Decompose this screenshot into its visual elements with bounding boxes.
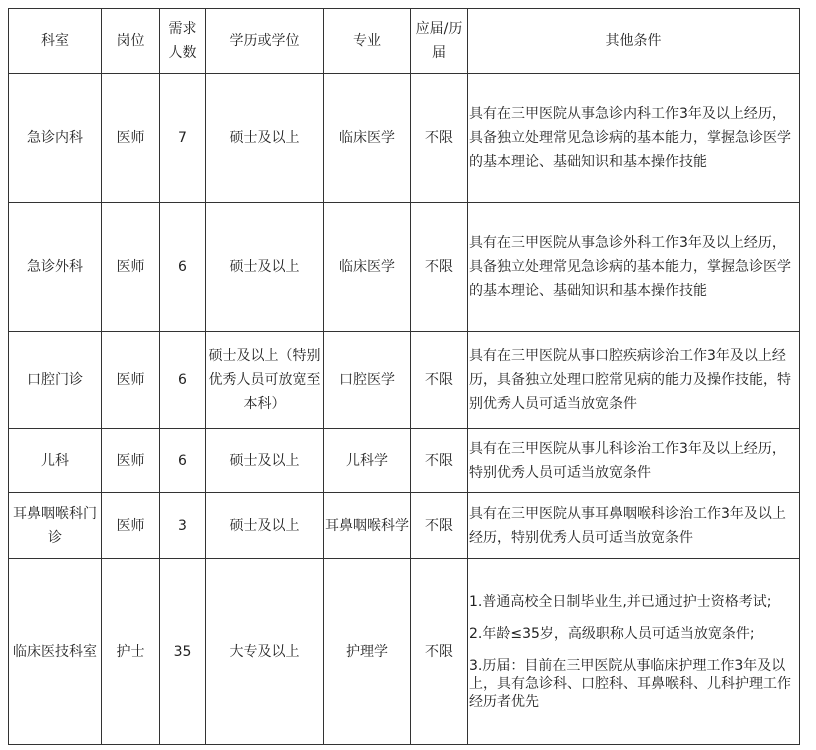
table-row [9,429,800,493]
cell-graduate: 不限 [411,493,468,559]
cell-position: 医师 [102,203,160,332]
cell-count: 7 [160,74,206,203]
header-position: 岗位 [102,9,160,74]
cell-major: 耳鼻咽喉科学 [324,493,411,559]
cell-education: 硕士及以上 [206,493,324,559]
cell-position: 护士 [102,559,160,745]
recruitment-table [8,8,800,745]
cell-education: 硕士及以上 [206,74,324,203]
cell-requirements: 具有在三甲医院从事儿科诊治工作3年及以上经历，特别优秀人员可适当放宽条件 [468,429,800,493]
cell-major: 口腔医学 [324,332,411,429]
cell-requirements [468,559,800,745]
cell-requirements: 具有在三甲医院从事耳鼻咽喉科诊治工作3年及以上经历，特别优秀人员可适当放宽条件 [468,493,800,559]
cell-position: 医师 [102,429,160,493]
cell-position: 医师 [102,493,160,559]
header-major: 专业 [324,9,411,74]
header-requirements: 其他条件 [468,9,800,74]
cell-graduate: 不限 [411,559,468,745]
cell-major: 护理学 [324,559,411,745]
table-row [9,74,800,203]
cell-graduate: 不限 [411,429,468,493]
header-education: 学历或学位 [206,9,324,74]
cell-education: 硕士及以上（特别优秀人员可放宽至本科） [206,332,324,429]
cell-count: 3 [160,493,206,559]
cell-count: 6 [160,429,206,493]
requirement-item: 1.普通高校全日制毕业生,并已通过护士资格考试; [469,593,772,610]
header-dept: 科室 [9,9,102,74]
cell-dept: 儿科 [9,429,102,493]
cell-education: 硕士及以上 [206,429,324,493]
cell-major: 儿科学 [324,429,411,493]
cell-dept: 急诊外科 [9,203,102,332]
cell-count: 6 [160,332,206,429]
cell-education: 大专及以上 [206,559,324,745]
header-graduate: 应届/历 届 [411,9,468,74]
cell-major: 临床医学 [324,74,411,203]
cell-requirements: 具有在三甲医院从事急诊外科工作3年及以上经历，具备独立处理常见急诊病的基本能力，掌握急诊医学的基本理论、基础知识和基本操作技能 [468,203,800,332]
header-row [9,9,800,74]
cell-dept: 急诊内科 [9,74,102,203]
table-row [9,559,800,745]
cell-dept: 耳鼻咽喉科门诊 [9,493,102,559]
table-row [9,493,800,559]
cell-position: 医师 [102,74,160,203]
cell-position: 医师 [102,332,160,429]
cell-dept: 口腔门诊 [9,332,102,429]
cell-graduate: 不限 [411,74,468,203]
cell-count: 35 [160,559,206,745]
cell-graduate: 不限 [411,203,468,332]
cell-dept: 临床医技科室 [9,559,102,745]
cell-count: 6 [160,203,206,332]
table-row [9,203,800,332]
table-row [9,332,800,429]
cell-graduate: 不限 [411,332,468,429]
cell-requirements: 具有在三甲医院从事口腔疾病诊治工作3年及以上经历，具备独立处理口腔常见病的能力及操作技能，特别优秀人员可适当放宽条件 [468,332,800,429]
header-count: 需求 人数 [160,9,206,74]
cell-major: 临床医学 [324,203,411,332]
requirement-item: 3.历届：目前在三甲医院从事临床护理工作3年及以上，具有急诊科、口腔科、耳鼻喉科、儿科护理工作经历者优先 [469,657,791,710]
cell-requirements: 具有在三甲医院从事急诊内科工作3年及以上经历，具备独立处理常见急诊病的基本能力，掌握急诊医学的基本理论、基础知识和基本操作技能 [468,74,800,203]
requirement-item: 2.年龄≤35岁，高级职称人员可适当放宽条件; [469,625,755,642]
cell-education: 硕士及以上 [206,203,324,332]
